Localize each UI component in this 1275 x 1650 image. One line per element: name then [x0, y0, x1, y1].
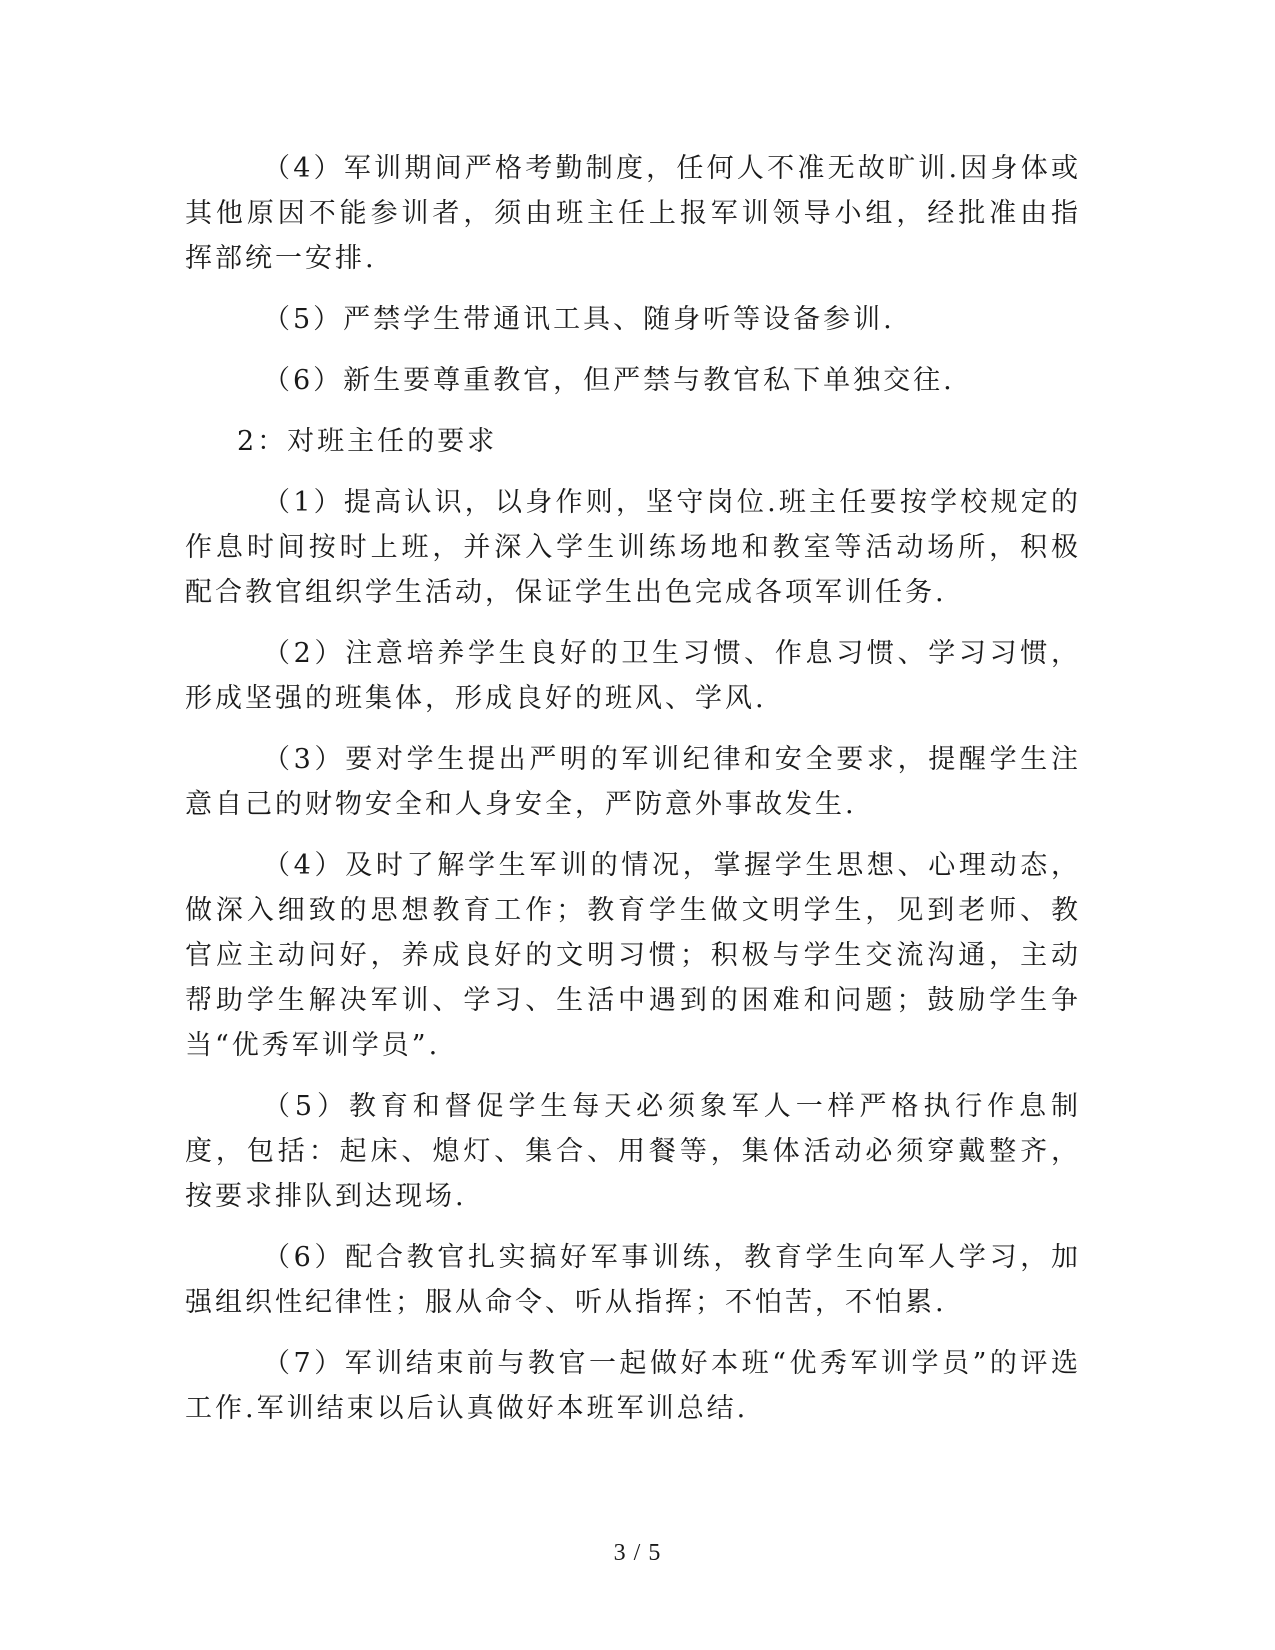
- section-heading: 2：对班主任的要求: [237, 426, 498, 457]
- paragraph-3: （6）新生要尊重教官，但严禁与教官私下单独交往.: [263, 365, 955, 396]
- paragraph-5: （1）提高认识，以身作则，坚守岗位.班主任要按学校规定的作息时间按时上班，并深入学生训练场地和教室等活动场所，积极配合教官组织学生活动，保证学生出色完成各项军训任务.: [185, 487, 1081, 608]
- paragraph-8: （4）及时了解学生军训的情况，掌握学生思想、心理动态，做深入细致的思想教育工作；教育学生做文明学生，见到老师、教官应主动问好，养成良好的文明习惯；积极与学生交流沟通，主动帮助学生解决军训、学习、生活中遇到的困难和问题；鼓励学生争当“优秀军训学员”.: [185, 850, 1081, 1061]
- document-body: [185, 146, 1081, 1431]
- paragraph-6: （2）注意培养学生良好的卫生习惯、作息习惯、学习习惯，形成坚强的班集体，形成良好的班风、学风.: [185, 638, 1081, 714]
- paragraph-10: （6）配合教官扎实搞好军事训练，教育学生向军人学习，加强组织性纪律性；服从命令、听从指挥；不怕苦，不怕累.: [185, 1242, 1081, 1318]
- paragraph-9: （5）教育和督促学生每天必须象军人一样严格执行作息制度，包括：起床、熄灯、集合、用餐等，集体活动必须穿戴整齐，按要求排队到达现场.: [185, 1091, 1081, 1212]
- paragraph-11: （7）军训结束前与教官一起做好本班“优秀军训学员”的评选工作.军训结束以后认真做好本班军训总结.: [185, 1348, 1081, 1424]
- paragraph-1: （4）军训期间严格考勤制度，任何人不准无故旷训.因身体或其他原因不能参训者，须由班主任上报军训领导小组，经批准由指挥部统一安排.: [185, 153, 1081, 274]
- paragraph-7: （3）要对学生提出严明的军训纪律和安全要求，提醒学生注意自己的财物安全和人身安全，严防意外事故发生.: [185, 744, 1081, 820]
- page-number: 3 / 5: [613, 1540, 662, 1566]
- paragraph-2: （5）严禁学生带通讯工具、随身听等设备参训.: [263, 304, 895, 335]
